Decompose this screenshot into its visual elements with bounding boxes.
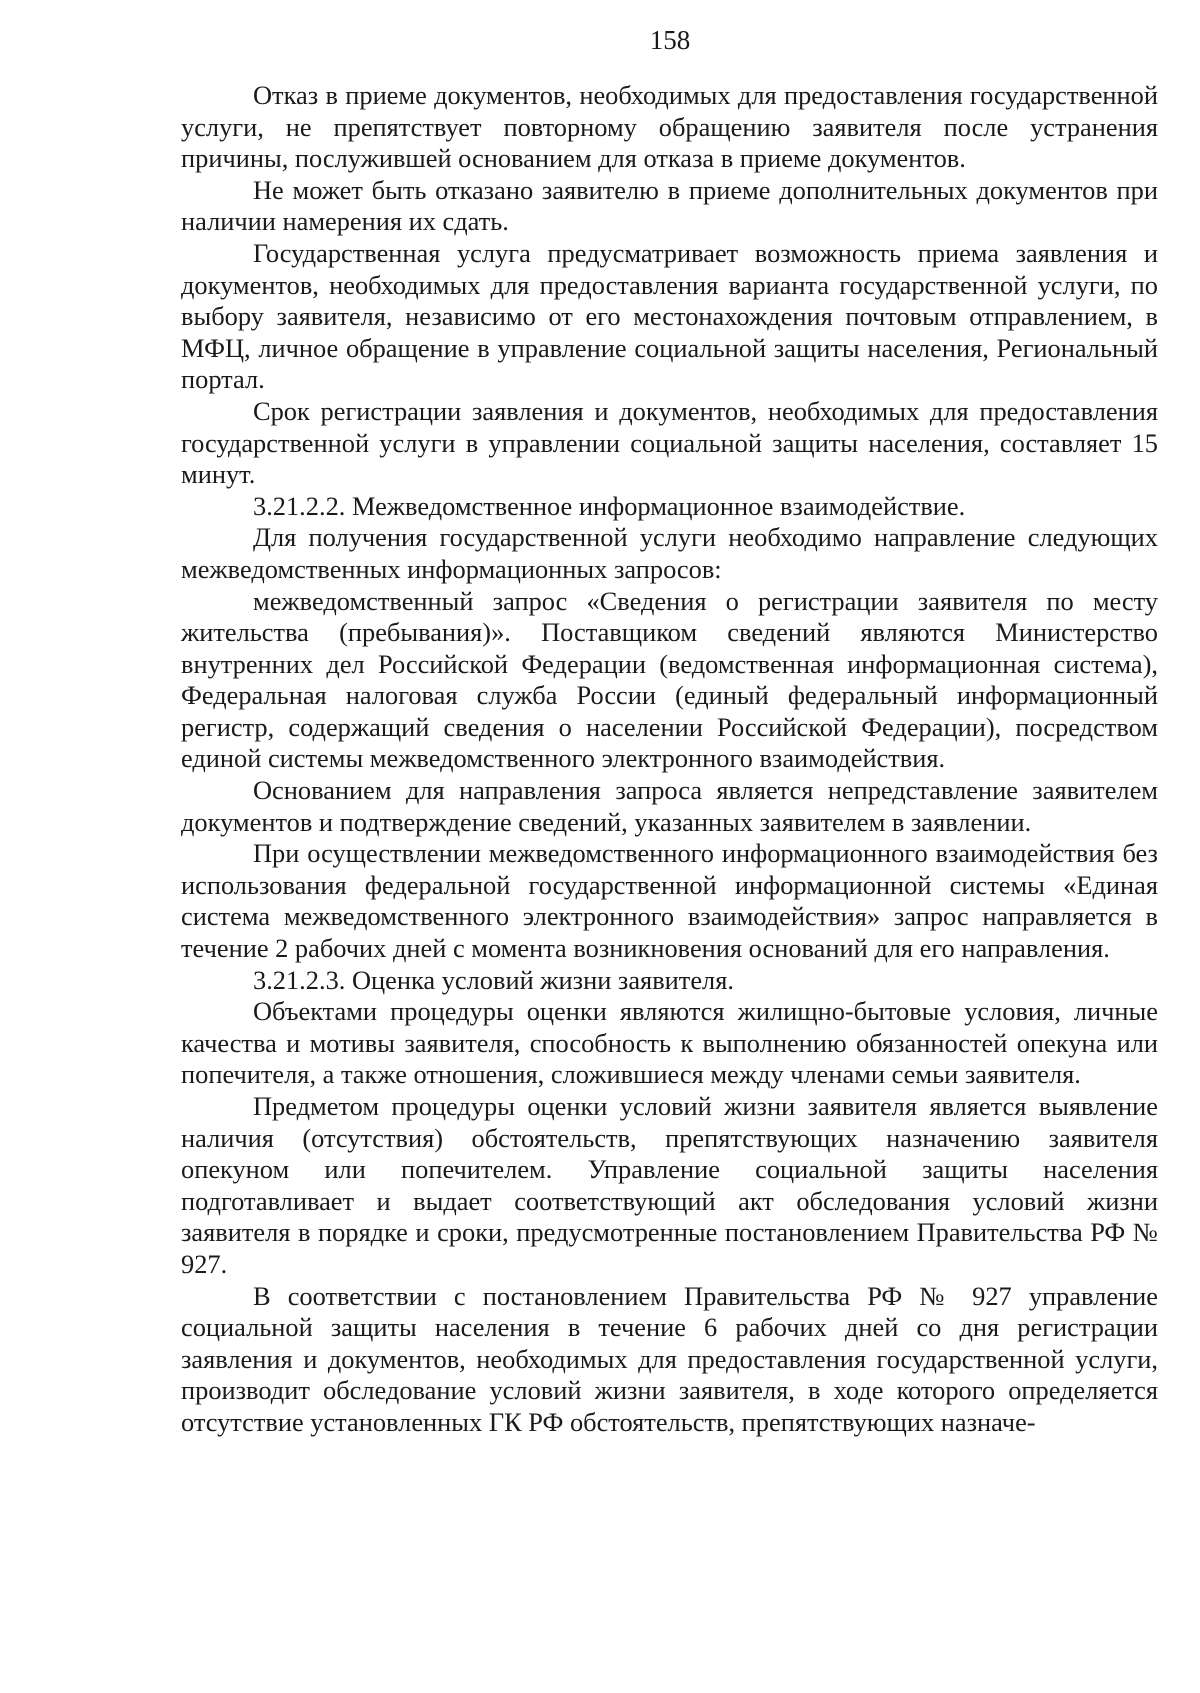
paragraph-interagency-requests: Для получения государственной услуги необходимо направление следующих межведомственных информационных запросов: xyxy=(181,522,1158,584)
paragraph-registration-term: Срок регистрации заявления и документов, необходимых для предоставления государственной услуги в управлении социальной защиты населения, составляет 15 минут. xyxy=(181,395,1158,490)
paragraph-request-deadline: При осуществлении межведомственного информационного взаимодействия без использования федеральной государственной информационной системы «Единая система межведомственного электронного взаимодействия» запрос направляется в течение 2 рабочих дней с момента возникновения оснований для его направления. xyxy=(181,838,1158,964)
paragraph-assessment-objects: Объектами процедуры оценки являются жилищно-бытовые условия, личные качества и мотивы заявителя, способность к выполнению обязанностей опекуна или попечителя, а также отношения, сложившиеся между членами семьи заявителя. xyxy=(181,996,1158,1090)
paragraph-assessment-subject: Предметом процедуры оценки условий жизни заявителя является выявление наличия (отсутствия) обстоятельств, препятствующих назначению заявителя опекуном или попечителем. Управление социальной защиты населения подготавливает и выдает соответствующий акт обследования условий жизни заявителя в порядке и сроки, предусмотренные постановлением Правительства РФ № 927. xyxy=(181,1091,1158,1279)
paragraph-residence-request: межведомственный запрос «Сведения о регистрации заявителя по месту жительства (пребывания)». Поставщиком сведений являются Министерство внутренних дел Российской Федерации (ведомственная информационная система), Федеральная налоговая служба России (единый федеральный информационный регистр, содержащий сведения о населении Российской Федерации), посредством единой системы межведомственного электронного взаимодействия. xyxy=(181,585,1158,774)
paragraph-request-grounds: Основанием для направления запроса является непредставление заявителем документов и подтверждение сведений, указанных заявителем в заявлении. xyxy=(181,775,1158,837)
document-body xyxy=(181,80,1158,1439)
page-number: 158 xyxy=(649,25,691,55)
section-heading-living-conditions: 3.21.2.3. Оценка условий жизни заявителя. xyxy=(253,964,734,995)
paragraph-inspection-term: В соответствии с постановлением Правительства РФ № 927 управление социальной защиты населения в течение 6 рабочих дней со дня регистрации заявления и документов, необходимых для предоставления государственной услуги, производит обследование условий жизни заявителя, в ходе которого определяется отсутствие установленных ГК РФ обстоятельств, препятствующих назначе- xyxy=(181,1280,1158,1437)
paragraph-refusal-no-obstacle: Отказ в приеме документов, необходимых для предоставления государственной услуги, не препятствует повторному обращению заявителя после устранения причины, послужившей основанием для отказа в приеме документов. xyxy=(181,80,1158,174)
paragraph-submission-methods: Государственная услуга предусматривает возможность приема заявления и документов, необходимых для предоставления варианта государственной услуги, по выбору заявителя, независимо от его местонахождения почтовым отправлением, в МФЦ, личное обращение в управление социальной защиты населения, Региональный портал. xyxy=(181,237,1158,395)
section-heading-interagency: 3.21.2.2. Межведомственное информационное взаимодействие. xyxy=(253,490,966,521)
paragraph-additional-documents: Не может быть отказано заявителю в приеме дополнительных документов при наличии намерения их сдать. xyxy=(181,174,1158,237)
